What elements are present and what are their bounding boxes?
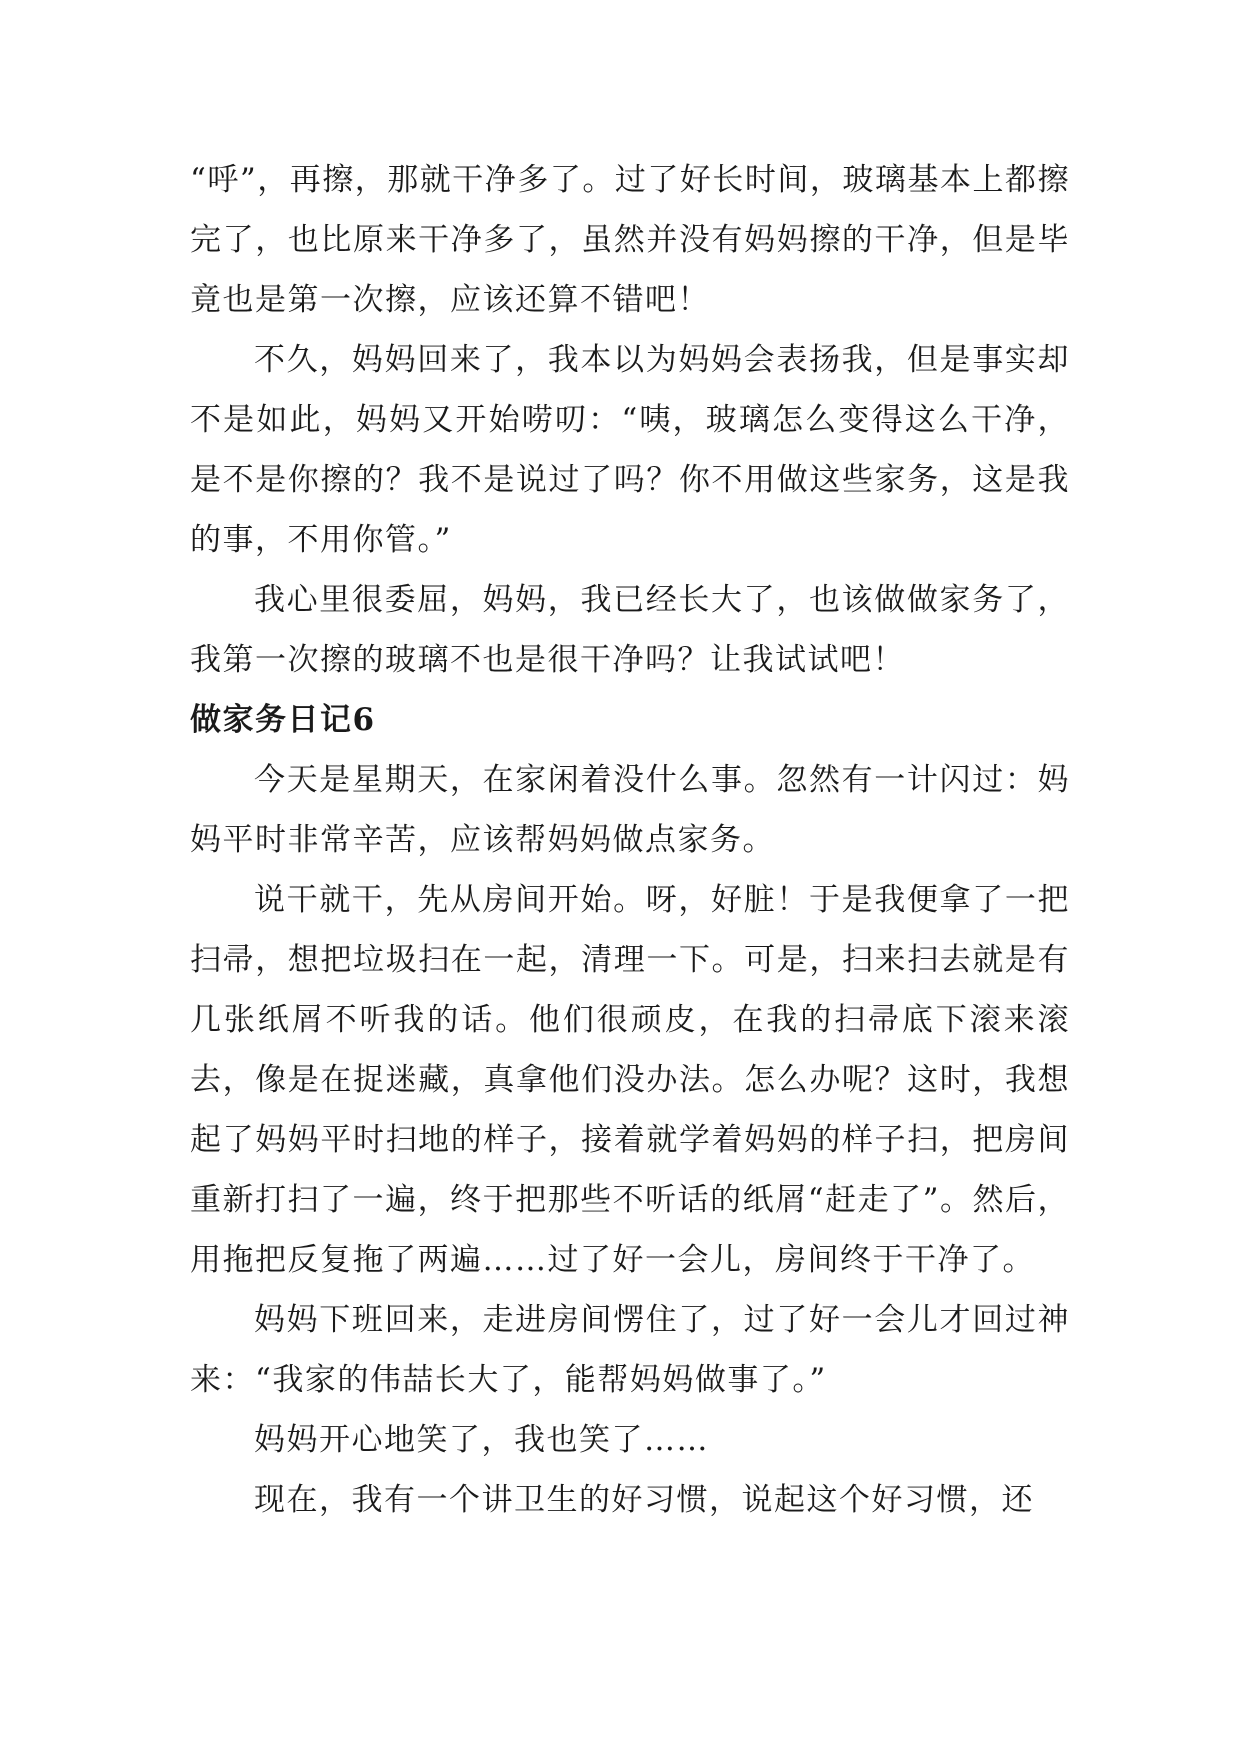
paragraph-sweeping-room: 说干就干，先从房间开始。呀，好脏！于是我便拿了一把扫帚，想把垃圾扫在一起，清理一下。可是，扫来扫去就是有几张纸屑不听我的话。他们很顽皮，在我的扫帚底下滚来滚去，像是在捉迷藏，真拿他们没办法。怎么办呢？这时，我想起了妈妈平时扫地的样子，接着就学着妈妈的样子扫，把房间重新打扫了一遍，终于把那些不听话的纸屑“赶走了”。然后，用拖把反复拖了两遍……过了好一会儿，房间终于干净了。 bbox=[190, 882, 1070, 1278]
paragraph-mother-returns: 不久，妈妈回来了，我本以为妈妈会表扬我，但是事实却不是如此，妈妈又开始唠叨：“咦，玻璃怎么变得这么干净，是不是你擦的？我不是说过了吗？你不用做这些家务，这是我的事，不用你管。” bbox=[190, 342, 1070, 558]
paragraph-feeling-wronged: 我心里很委屈，妈妈，我已经长大了，也该做做家务了，我第一次擦的玻璃不也是很干净吗？让我试试吧！ bbox=[190, 582, 1070, 678]
paragraph-mother-praise: 妈妈下班回来，走进房间愣住了，过了好一会儿才回过神来：“我家的伟喆长大了，能帮妈妈做事了。” bbox=[190, 1302, 1070, 1398]
paragraph-sunday-intro: 今天是星期天，在家闲着没什么事。忽然有一计闪过：妈妈平时非常辛苦，应该帮妈妈做点家务。 bbox=[190, 762, 1070, 858]
paragraph-good-habit: 现在，我有一个讲卫生的好习惯，说起这个好习惯，还 bbox=[254, 1482, 1034, 1518]
section-heading: 做家务日记6 bbox=[190, 702, 376, 738]
document-page bbox=[190, 150, 1070, 1530]
paragraph-window-cleaning-end: “呼”，再擦，那就干净多了。过了好长时间，玻璃基本上都擦完了，也比原来干净多了，虽然并没有妈妈擦的干净，但是毕竟也是第一次擦，应该还算不错吧！ bbox=[190, 162, 1070, 318]
paragraph-both-laugh: 妈妈开心地笑了，我也笑了…… bbox=[254, 1422, 709, 1458]
